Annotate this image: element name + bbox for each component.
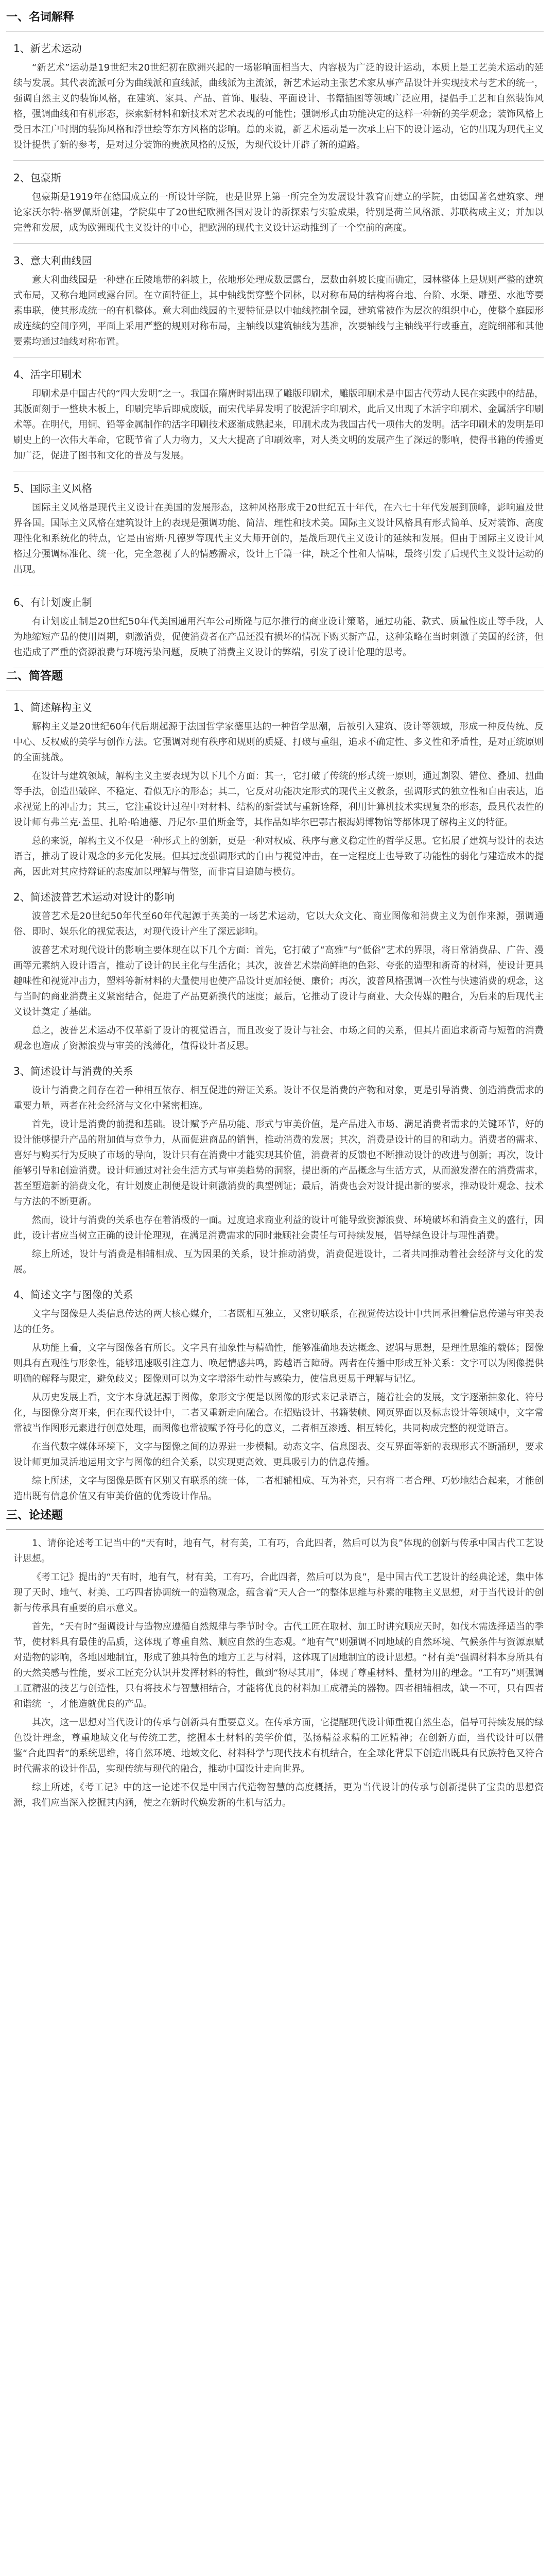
item-title: 6、有计划废止制 xyxy=(13,596,92,608)
paragraph: 综上所述，《考工记》中的这一论述不仅是中国古代造物智慧的高度概括，更为当代设计的传承与创新提供了宝贵的思想资源，我们应当深入挖掘其内涵，使之在新时代焕发新的生机与活力。 xyxy=(13,1782,544,1808)
item-divider xyxy=(13,357,544,358)
paragraph: 首先，设计是消费的前提和基础。设计赋予产品功能、形式与审美价值，是产品进入市场、满足消费者需求的关键环节，好的设计能够提升产品的附加值与竞争力，从而促进商品的销售，推动消费的发展；其次，消费是设计的目的和动力。消费者的需求、喜好与购买行为反映了市场的导向，设计只有在消费中才能实现其价值，消费者的反馈也不断推动设计的改进与创新；再次，设计能够引导和创造消费。设计师通过对社会生活方式与审美趋势的洞察，提出新的产品概念与生活方式，从而激发潜在的消费需求，甚至塑造新的消费文化，有计划废止制便是设计刺激消费的典型例证；最后，消费也会对设计提出新的要求，推动设计观念、技术与方法的不断更新。 xyxy=(13,1119,544,1207)
paragraph: “新艺术”运动是19世纪末20世纪初在欧洲兴起的一场影响面相当大、内容极为广泛的设计运动，本质上是工艺美术运动的延续与发展。其代表流派可分为曲线派和直线派，曲线派为主流派，新艺术运动主张艺术家从事产品设计并实现技术与艺术的统一，强调自然主义的装饰风格，在建筑、家具、产品、首饰、服装、平面设计、书籍插图等领域广泛应用，提倡手工艺和自然装饰风格，强调曲线和有机形态，探索新材料和新技术对艺术表现的可能性；强调形式由功能决定的这样一种新的美学观念；装饰风格上受日本江户时期的装饰风格和浮世绘等东方风格的影响。总的来说，新艺术运动是一次承上启下的设计运动，它的出现为现代主义设计提供了新的参考，是对过分装饰的贵族风格的反叛，为现代设计开辟了新的道路。 xyxy=(13,62,544,150)
section-title: 三、论述题 xyxy=(6,1509,63,1522)
paragraph: 文字与图像是人类信息传达的两大核心媒介，二者既相互独立，又密切联系，在视觉传达设计中共同承担着信息传递与审美表达的任务。 xyxy=(13,1309,544,1335)
item-title: 3、意大利曲线园 xyxy=(13,255,92,267)
paragraph: 意大利曲线园是一种建在丘陵地带的斜坡上，依地形处理成数层露台，层数由斜坡长度而确定，园林整体上是规则严整的建筑式布局，又称台地园或露台园。在立面特征上，其中轴线贯穿整个园林，以对称布局的结构将台地、台阶、水渠、雕塑、水池等要素串联，使其形成统一的有机整体。意大利曲线园的主要特征是以中轴线控制全园，建筑常被作为层次的组织中心，使整个庭园形成连续的空间序列，平面上采用严整的规则对称布局，主轴线以建筑轴线为基准，次要轴线与主轴线平行或垂直，庭院细部和其他要素均通过轴线对称布置。 xyxy=(13,275,544,347)
paragraph: 总的来说，解构主义不仅是一种形式上的创新，更是一种对权威、秩序与意义稳定性的哲学反思。它拓展了建筑与设计的表达语言，推动了设计观念的多元化发展。但其过度强调形式的自由与视觉冲击，在一定程度上也导致了功能性的弱化与建造成本的提高，因此对其应持辩证的态度加以理解与借鉴，而非盲目追随与模仿。 xyxy=(13,836,544,877)
paragraph: 《考工记》提出的“天有时，地有气，材有美，工有巧，合此四者，然后可以为良”，是中国古代工艺设计的经典论述，集中体现了天时、地气、材美、工巧四者协调统一的造物观念，蕴含着“天人合一”的整体思维与朴素的唯物主义思想，对于当代设计的创新与传承具有重要的启示意义。 xyxy=(13,1572,544,1614)
paragraph: 首先，“天有时”强调设计与造物应遵循自然规律与季节时令。古代工匠在取材、加工时讲究顺应天时，如伐木需选择适当的季节，使材料具有最佳的品质，这体现了尊重自然、顺应自然的生态观。“地有气”则强调不同地域的自然环境、气候条件与资源禀赋对造物的影响，各地因地制宜，形成了独具特色的地方工艺与材料，这体现了因地制宜的设计思想。“材有美”强调材料本身所具有的天然美感与性能，要求工匠充分认识并发挥材料的特性，做到“物尽其用”，体现了尊重材料、量材为用的理念。“工有巧”则强调工匠精湛的技艺与创造性，只有将技术与智慧相结合，才能将优良的材料加工成精美的器物。四者相辅相成，缺一不可，只有四者和谐统一，才能造就优良的产品。 xyxy=(13,1621,544,1709)
paragraph: 印刷术是中国古代的“四大发明”之一。我国在隋唐时期出现了雕版印刷术，雕版印刷术是中国古代劳动人民在实践中的结晶，其版面刻于一整块木板上，印刷完毕后即成废版，而宋代毕昇发明了胶泥活字印刷术，此后又出现了木活字印刷术、金属活字印刷术等。在明代，用铜、铅等金属制作的活字印刷技术逐渐成熟起来，印刷术成为我国古代一项伟大的发明。活字印刷术的发明是印刷史上的一次伟大革命，它既节省了人力物力，又大大提高了印刷效率，对人类文明的发展产生了深远的影响，使得书籍的传播更加广泛，促进了图书和文化的普及与发展。 xyxy=(13,388,544,461)
item-divider xyxy=(13,243,544,244)
paragraph: 在设计与建筑领域，解构主义主要表现为以下几个方面：其一，它打破了传统的形式统一原则，通过割裂、错位、叠加、扭曲等手法，创造出破碎、不稳定、看似无序的形态；其二，它反对功能决定形式的现代主义教条，强调形式的独立性和自由表达，追求视觉上的冲击力；其三，它注重设计过程中对材料、结构的新尝试与重新诠释，利用计算机技术实现复杂的形态，最具代表性的设计师有弗兰克·盖里、扎哈·哈迪德、丹尼尔·里伯斯金等，其作品如毕尔巴鄂古根海姆博物馆等都体现了解构主义的特征。 xyxy=(13,771,544,828)
section-title: 一、名词解释 xyxy=(6,11,75,24)
section-divider xyxy=(6,1529,544,1530)
paragraph: 1、请你论述考工记当中的“天有时，地有气，材有美，工有巧，合此四者，然后可以为良”体现的创新与传承中国古代工艺设计思想。 xyxy=(13,1538,544,1564)
section-title: 二、简答题 xyxy=(6,670,63,683)
paragraph: 有计划废止制是20世纪50年代美国通用汽车公司斯隆与厄尔推行的商业设计策略，通过功能、款式、质量性废止等手段，人为地缩短产品的使用周期，刺激消费，促使消费者在产品还没有损坏的情况下购买新产品，这种策略在当时刺激了美国的经济，但也造成了严重的资源浪费与环境污染问题，反映了消费主义设计的弊端，引发了设计伦理的思考。 xyxy=(13,616,544,658)
paragraph: 从功能上看，文字与图像各有所长。文字具有抽象性与精确性，能够准确地表达概念、逻辑与思想，是理性思维的载体；图像则具有直观性与形象性，能够迅速吸引注意力、唤起情感共鸣，跨越语言障碍。两者在传播中形成互补关系：文字可以为图像提供明确的解释与限定，避免歧义；图像则可以为文字增添生动性与感染力，使信息更易于理解与记忆。 xyxy=(13,1343,544,1384)
paragraph: 在当代数字媒体环境下，文字与图像之间的边界进一步模糊。动态文字、信息图表、交互界面等新的表现形式不断涌现，要求设计师更加灵活地运用文字与图像的组合关系，以实现更高效、更具吸引力的信息传播。 xyxy=(13,1442,544,1468)
item-title: 4、活字印刷术 xyxy=(13,368,82,381)
item-title: 1、新艺术运动 xyxy=(13,42,82,55)
paragraph: 然而，设计与消费的关系也存在着消极的一面。过度追求商业利益的设计可能导致资源浪费、环境破坏和消费主义的盛行，因此，设计者应当树立正确的设计伦理观，在满足消费需求的同时兼顾社会责任与可持续发展，倡导绿色设计与理性消费。 xyxy=(13,1215,544,1241)
paragraph: 波普艺术是20世纪50年代至60年代起源于英美的一场艺术运动，它以大众文化、商业图像和消费主义为创作来源，强调通俗、即时、娱乐化的视觉表达，对现代设计产生了深远影响。 xyxy=(13,911,544,937)
item-title: 2、简述波普艺术运动对设计的影响 xyxy=(13,891,175,903)
paragraph: 解构主义是20世纪60年代后期起源于法国哲学家德里达的一种哲学思潮，后被引入建筑、设计等领域，形成一种反传统、反中心、反权威的美学与创作方法。它强调对现有秩序和规则的质疑、打破与重组，追求不确定性、多义性和矛盾性，是对正统原则的全面挑战。 xyxy=(13,721,544,763)
item-divider xyxy=(13,160,544,161)
paragraph: 综上所述，文字与图像是既有区别又有联系的统一体，二者相辅相成、互为补充，只有将二者合理、巧妙地结合起来，才能创造出既有信息价值又有审美价值的优秀设计作品。 xyxy=(13,1476,544,1502)
item-title: 4、简述文字与图像的关系 xyxy=(13,1289,133,1301)
item-title: 5、国际主义风格 xyxy=(13,482,92,495)
item-title: 2、包豪斯 xyxy=(13,172,61,184)
item-title: 3、简述设计与消费的关系 xyxy=(13,1065,133,1077)
paragraph: 设计与消费之间存在着一种相互依存、相互促进的辩证关系。设计不仅是消费的产物和对象，更是引导消费、创造消费需求的重要力量，两者在社会经济与文化中紧密相连。 xyxy=(13,1085,544,1111)
paragraph: 综上所述，设计与消费是相辅相成、互为因果的关系，设计推动消费，消费促进设计，二者共同推动着社会经济与文化的发展。 xyxy=(13,1249,544,1275)
paragraph: 波普艺术对现代设计的影响主要体现在以下几个方面：首先，它打破了“高雅”与“低俗”艺术的界限，将日常消费品、广告、漫画等元素纳入设计语言，推动了设计的民主化与生活化；其次，波普艺术崇尚鲜艳的色彩、夸张的造型和新奇的材料，使设计更具趣味性和视觉冲击力，塑料等新材料的大量使用也使产品设计更加轻便、廉价；再次，波普风格强调一次性与快速消费的观念，这与当时的商业消费主义紧密结合，促进了产品更新换代的速度；最后，它推动了设计与商业、大众传媒的融合，为后来的后现代主义设计奠定了基础。 xyxy=(13,945,544,1018)
paragraph: 其次，这一思想对当代设计的传承与创新具有重要意义。在传承方面，它提醒现代设计师重视自然生态，倡导可持续发展的绿色设计理念，尊重地域文化与传统工艺，挖掘本土材料的美学价值，弘扬精益求精的工匠精神；在创新方面，当代设计可以借鉴“合此四者”的系统思维，将自然环境、地域文化、材料科学与现代技术有机结合，在全球化背景下创造出既具有民族特色又符合时代需求的设计作品，实现传统与现代的融合，推动中国设计走向世界。 xyxy=(13,1717,544,1774)
paragraph: 国际主义风格是现代主义设计在美国的发展形态，这种风格形成于20世纪五十年代，在六七十年代发展到顶峰，影响遍及世界各国。国际主义风格在建筑设计上的表现是强调功能、简洁、理性和技术美。国际主义设计风格具有形式简单、反对装饰、高度理性化和系统化的特点，它是由密斯·凡德罗等现代主义大师开创的，是战后现代主义设计的延续和发展。但由于国际主义设计风格过分强调标准化、统一化，完全忽视了人的情感需求，设计上千篇一律，缺乏个性和人情味，最终引发了后现代主义设计运动的出现。 xyxy=(13,502,544,575)
paragraph: 包豪斯是1919年在德国成立的一所设计学院，也是世界上第一所完全为发展设计教育而建立的学院，由德国著名建筑家、理论家沃尔特·格罗佩斯创建，学院集中了20世纪欧洲各国对设计的新探索与实验成果，特别是荷兰风格派、苏联构成主义；并加以完善和发展，成为欧洲现代主义设计的中心，把欧洲的现代主义设计运动推到了一个空前的高度。 xyxy=(13,192,544,233)
paragraph: 从历史发展上看，文字本身就起源于图像，象形文字便是以图像的形式来记录语言，随着社会的发展，文字逐渐抽象化、符号化，与图像分离开来，但在现代设计中，二者又重新走向融合。在招贴设计、书籍装帧、网页界面以及标志设计等领域中，文字常常被当作图形元素进行创意处理，而图像也常被赋予符号化的意义，二者相互渗透、相互转化，共同构成完整的视觉语言。 xyxy=(13,1392,544,1434)
paragraph: 总之，波普艺术运动不仅革新了设计的视觉语言，而且改变了设计与社会、市场之间的关系，但其片面追求新奇与短暂的消费观念也造成了资源浪费与审美的浅薄化，值得设计者反思。 xyxy=(13,1025,544,1052)
item-title: 1、简述解构主义 xyxy=(13,701,92,714)
